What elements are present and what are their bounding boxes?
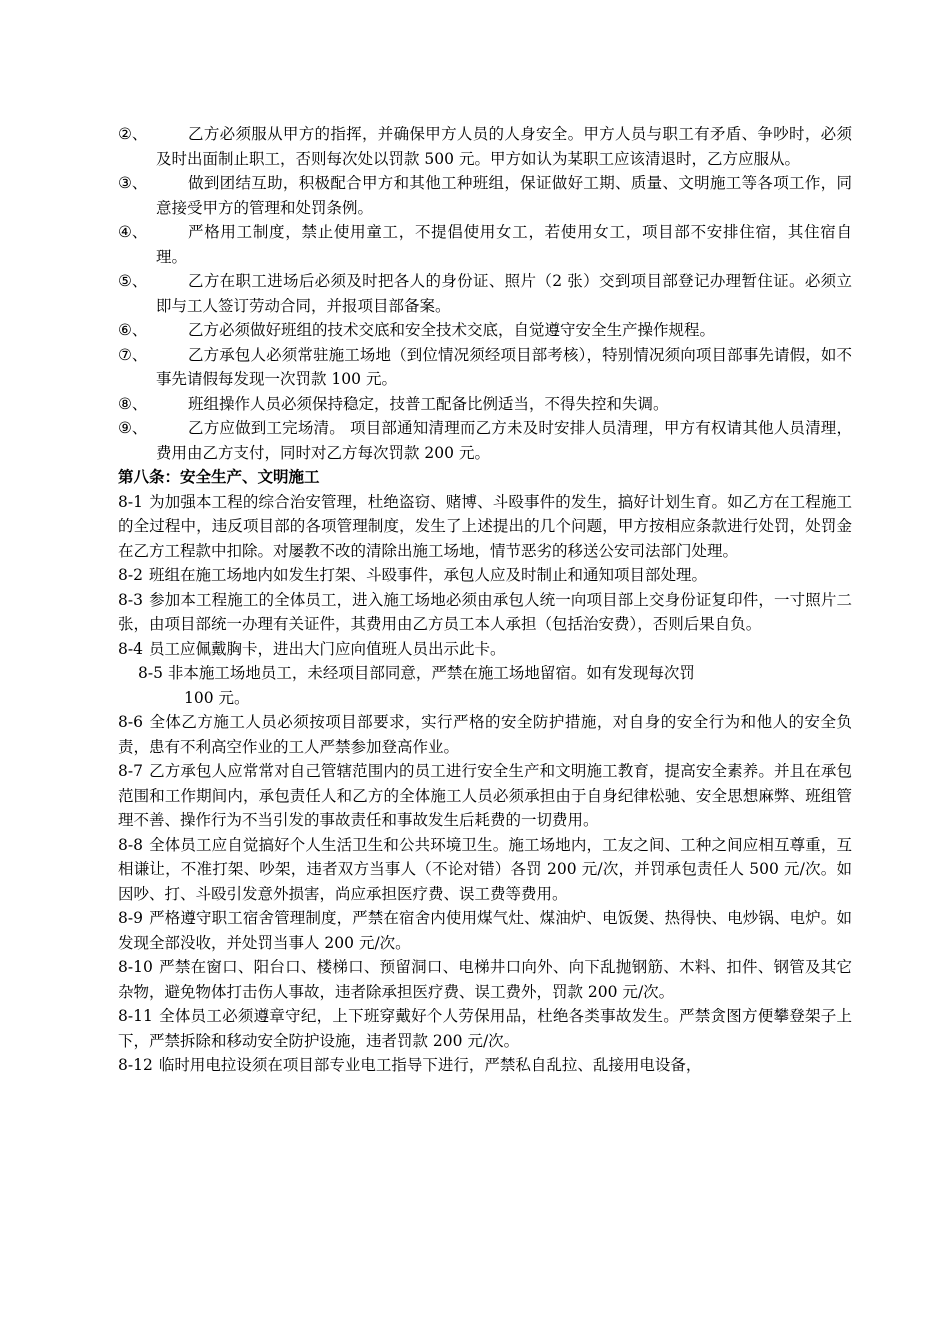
clause-text: 班组在施工场地内如发生打架、斗殴事件，承包人应及时制止和通知项目部处理。 [148,566,707,584]
clause-text: 非本施工场地员工，未经项目部同意，严禁在施工场地留宿。如有发现每次罚 [167,664,695,682]
item-number: ⑨、 [118,419,148,437]
item-number: ⑧、 [118,394,148,413]
clause-number: 8-5 [138,664,163,682]
item-text: 乙方必须做好班组的技术交底和安全技术交底，自觉遵守安全生产操作规程。 [188,321,716,339]
section-heading: 第八条：安全生产、文明施工 [118,467,320,486]
item-number: ②、 [118,125,148,143]
clause-number: 8-4 [118,639,143,658]
clause-number: 8-8 [118,835,143,854]
clause [118,833,852,907]
clause-text: 为加强本工程的综合治安管理，杜绝盗窃、赌博、斗殴事件的发生，搞好计划生育。如乙方在工程施工的全过程中，违反项目部的各项管理制度，发生了上述提出的几个问题，甲方按相应条款进行处罚，处罚金在乙方工程款中扣除。对屡教不改的清除出施工场地，情节恶劣的移送公安司法部门处理。 [118,492,852,560]
list-item [118,220,852,269]
clause [118,637,852,662]
clause [118,1004,852,1053]
list-item [118,318,852,343]
item-text: 班组操作人员必须保持稳定，技普工配备比例适当，不得失控和失调。 [188,394,669,413]
clause-number: 8-10 [118,958,153,976]
item-text: 乙方在职工进场后必须及时把各人的身份证、照片（2 张）交到项目部登记办理暂住证。必须立即与工人签订劳动合同，并报项目部备案。 [156,272,852,315]
list-item [118,269,852,318]
clause [118,710,852,759]
clause-number: 8-6 [118,713,143,731]
clause-text: 全体员工必须遵章守纪，上下班穿戴好个人劳保用品，杜绝各类事故发生。严禁贪图方便攀登架子上下，严禁拆除和移动安全防护设施，违者罚款 200 元/次。 [118,1007,852,1050]
list-item [118,416,852,465]
clause [118,955,852,1004]
item-number: ⑤、 [118,272,148,290]
document-page [118,122,852,1078]
clause-text: 参加本工程施工的全体员工，进入施工场地必须由承包人统一向项目部上交身份证复印件，一寸照片二张，由项目部统一办理有关证件，其费用由乙方员工本人承担（包括治安费），否则后果自负。 [118,590,852,633]
item-text: 乙方应做到工完场清。 项目部通知清理而乙方未及时安排人员清理，甲方有权请其他人员清理，费用由乙方支付，同时对乙方每次罚款 200 元。 [156,419,852,462]
list-item [118,343,852,392]
clause-number: 8-12 [118,1056,153,1074]
list-item [118,392,852,417]
item-text: 做到团结互助，积极配合甲方和其他工种班组，保证做好工期、质量、文明施工等各项工作，同意接受甲方的管理和处罚条例。 [156,174,852,217]
clause-number: 8-7 [118,762,143,780]
clause-text: 乙方承包人应常常对自己管辖范围内的员工进行安全生产和文明施工教育，提高安全素养。并且在承包范围和工作期间内，承包责任人和乙方的全体施工人员必须承担由于自身纪律松驰、安全思想麻弊、班组管理不善、操作行为不当引发的事故责任和事故发生后耗费的一切费用。 [118,762,852,829]
clause [118,906,852,955]
clause [118,563,852,588]
clause-number: 8-9 [118,909,143,927]
clause [118,490,852,564]
clause [118,661,852,710]
clause-text: 临时用电拉设须在项目部专业电工指导下进行，严禁私自乱拉、乱接用电设备， [158,1056,702,1074]
clause-text: 严格遵守职工宿舍管理制度，严禁在宿舍内使用煤气灶、煤油炉、电饭煲、热得快、电炒锅、电炉。如发现全部没收，并处罚当事人 200 元/次。 [118,909,852,952]
list-item [118,122,852,171]
item-number: ④、 [118,223,148,241]
item-number: ⑦、 [118,345,148,364]
clause-text: 全体员工应自觉搞好个人生活卫生和公共环境卫生。施工场地内，工友之间、工种之间应相互尊重，互相谦让，不准打架、吵架，违者双方当事人（不论对错）各罚 200 元/次，并罚承包责任人 500 元/次。如因吵、打、斗殴引发意外损害，尚应承担医疗费、误工费等费用。 [118,835,852,903]
clause [118,1053,852,1078]
clause-number: 8-3 [118,590,143,609]
item-number: ⑥、 [118,321,148,339]
list-item [118,171,852,220]
item-number: ③、 [118,174,148,192]
numbered-list [118,122,852,465]
item-text: 严格用工制度，禁止使用童工，不提倡使用女工，若使用女工，项目部不安排住宿，其住宿自理。 [156,223,852,266]
clause-text-continued: 100 元。 [184,688,250,707]
clause-text: 严禁在窗口、阳台口、楼梯口、预留洞口、电梯井口向外、向下乱抛钢筋、木料、扣件、钢管及其它杂物，避免物体打击伤人事故，违者除承担医疗费、误工费外，罚款 200 元/次。 [118,958,852,1001]
item-text: 乙方承包人必须常驻施工场地（到位情况须经项目部考核），特别情况须向项目部事先请假，如不事先请假每发现一次罚款 100 元。 [156,345,852,388]
clause-text: 全体乙方施工人员必须按项目部要求，实行严格的安全防护措施，对自身的安全行为和他人的安全负责，患有不利高空作业的工人严禁参加登高作业。 [118,713,852,756]
clause-list [118,490,852,1078]
clause-number: 8-2 [118,566,143,584]
clause [118,759,852,833]
clause [118,588,852,637]
item-text: 乙方必须服从甲方的指挥，并确保甲方人员的人身安全。甲方人员与职工有矛盾、争吵时，必须及时出面制止职工，否则每次处以罚款 500 元。甲方如认为某职工应该清退时，乙方应服从。 [156,125,852,168]
clause-text: 员工应佩戴胸卡，进出大门应向值班人员出示此卡。 [148,639,506,658]
clause-number: 8-11 [118,1007,153,1025]
clause-number: 8-1 [118,492,143,511]
